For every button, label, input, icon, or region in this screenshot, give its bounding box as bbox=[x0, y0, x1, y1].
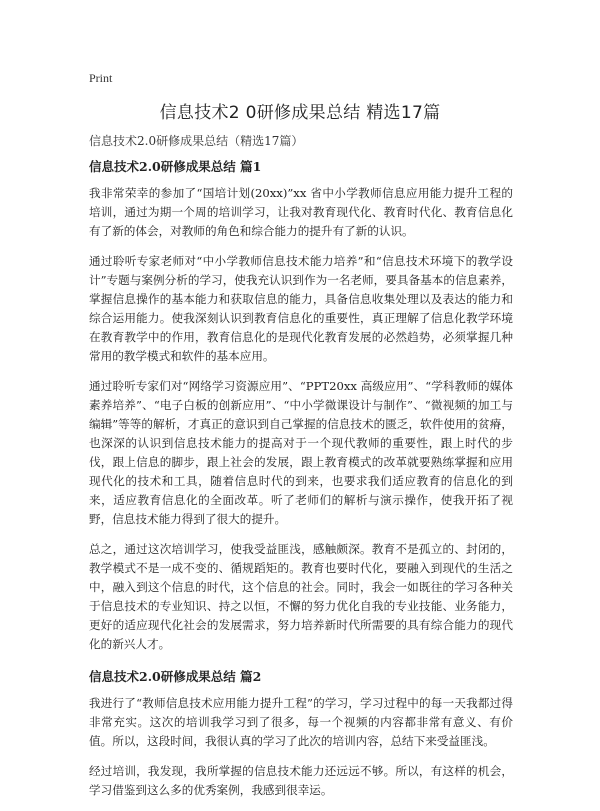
paragraph: 通过聆听专家们对“网络学习资源应用”、“PPT20xx 高级应用”、“学科教师的媒体素养培养”、“电子白板的创新应用”、“中小学微课设计与制作”、“微视频的加工与编辑”等等的解析，才真正的意识到自己掌握的信息技术的匮乏，软件使用的贫瘠，也深深的认识到信息技术能力的提高对于一个现代教师的重要性，跟上时代的步伐，跟上信息的脚步，跟上社会的发展，跟上教育模式的改革就要熟练掌握和应用现代化的技术和工具，随着信息时代的到来，也要求我们适应教育的信息化的到来，适应教育信息化的全面改革。听了老师们的解析与演示操作，使我开拓了视野，信息技术能力得到了很大的提升。 bbox=[89, 379, 513, 526]
print-link[interactable]: Print bbox=[89, 71, 113, 85]
section-heading: 信息技术2.0研修成果总结 篇1 bbox=[89, 159, 262, 174]
section-1 bbox=[89, 158, 513, 654]
section-heading: 信息技术2.0研修成果总结 篇2 bbox=[89, 669, 262, 684]
paragraph: 我进行了“教师信息技术应用能力提升工程”的学习，学习过程中的每一天我都过得非常充实。这次的培训我学习到了很多，每一个视频的内容都非常有意义、有价值。所以，这段时间，我很认真的学习了此次的培训内容，总结下来受益匪浅。 bbox=[89, 696, 513, 748]
paragraph: 我非常荣幸的参加了“国培计划(20xx)”xx 省中小学教师信息应用能力提升工程的培训，通过为期一个周的培训学习，让我对教育现代化、教育时代化、教育信息化有了新的体会，对教师的角色和综合能力的提升有了新的认识。 bbox=[89, 186, 513, 238]
article-body bbox=[89, 158, 513, 811]
paragraph: 通过聆听专家老师对“中小学教师信息技术能力培养”和“信息技术环境下的教学设计”专题与案例分析的学习，使我充认识到作为一名老师，要具备基本的信息素养，掌握信息操作的基本能力和获取信息的能力，具备信息收集处理以及表达的能力和综合运用能力。使我深刻认识到教育信息化的重要性，真正理解了信息化教学环境在教育教学中的作用，教育信息化的是现代化教育发展的必然趋势，必须掌握几种常用的教学模式和软件的基本应用。 bbox=[89, 254, 513, 363]
paragraph: 经过培训，我发现，我所掌握的信息技术能力还远远不够。所以，有这样的机会，学习借鉴到这么多的优秀案例，我感到很幸运。 bbox=[89, 764, 513, 797]
document-subtitle: 信息技术2.0研修成果总结（精选17篇） bbox=[89, 134, 304, 148]
section-2 bbox=[89, 668, 513, 800]
page-title: 信息技术2 0研修成果总结 精选17篇 bbox=[159, 103, 441, 123]
paragraph: 总之，通过这次培训学习，使我受益匪浅，感触颇深。教育不是孤立的、封闭的，教学模式不是一成不变的、循规蹈矩的。教育也要时代化，要融入到现代的生活之中，融入到这个信息的时代，这个信息的社会。同时，我会一如既往的学习各种关于信息技术的专业知识、持之以恒，不懈的努力优化自我的专业技能、业务能力，更好的适应现代化社会的发展需求，努力培养新时代所需要的具有综合能力的现代化的新兴人才。 bbox=[89, 542, 513, 651]
